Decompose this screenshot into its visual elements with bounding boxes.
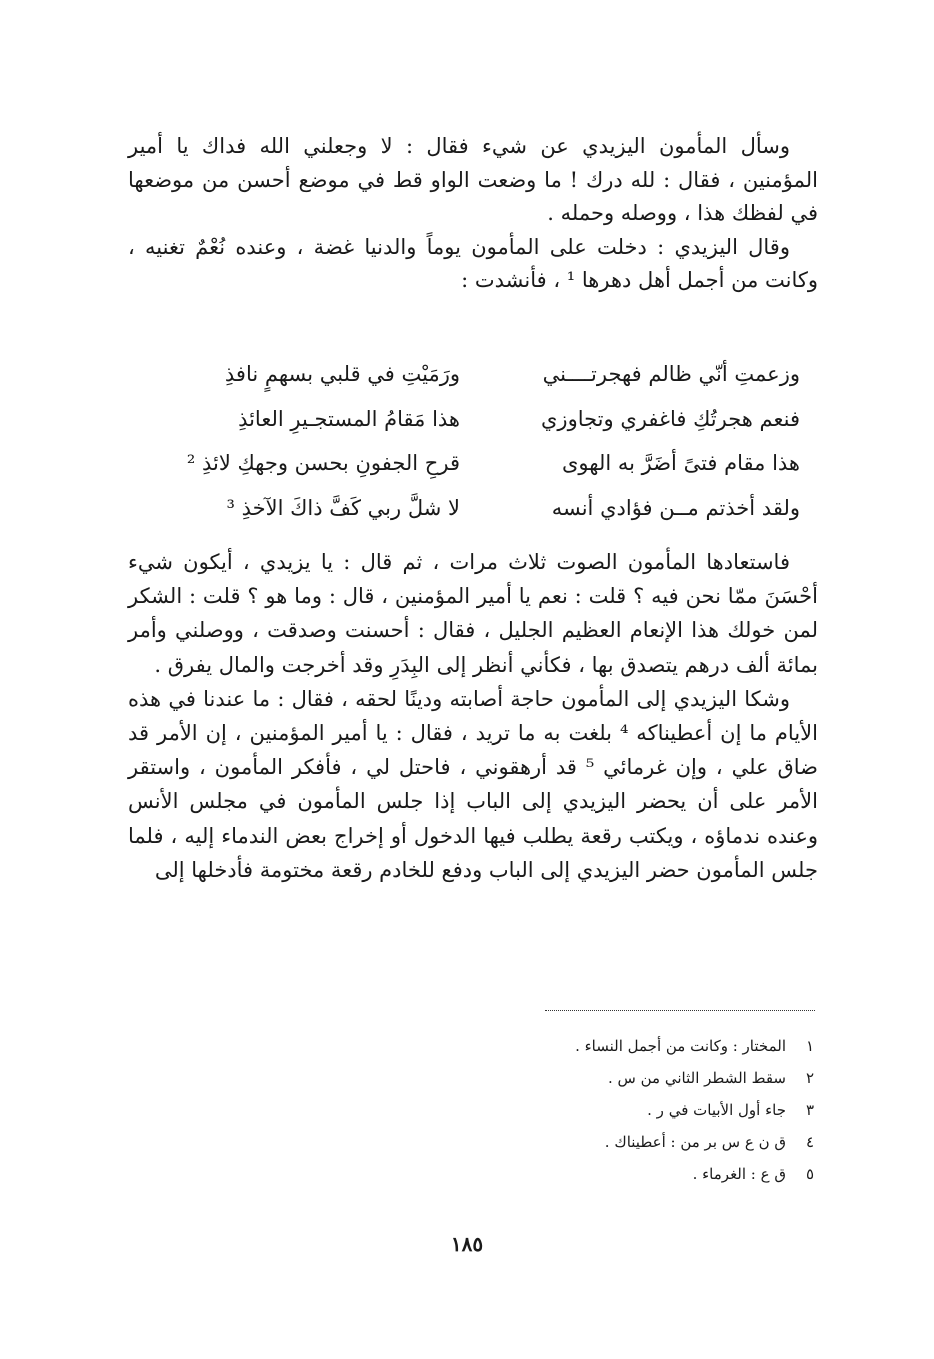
footnote-text: ق ع : الغرماء . bbox=[692, 1165, 786, 1183]
footnote-number: ٤ bbox=[805, 1133, 814, 1151]
poem-line bbox=[140, 352, 800, 397]
poem-first-hemistich: هذا مقام فتىً أضَرَّ به الهوى bbox=[561, 451, 800, 476]
paragraph-2: وقال اليزيدي : دخلت على المأمون يوماً والدنيا غضة ، وعنده نُعْمٌ تغنيه ، وكانت من أجمل أهل دهرها ¹ ، فأنشدت : bbox=[128, 234, 818, 293]
footnote-text: سقط الشطر الثاني من س . bbox=[608, 1069, 786, 1087]
poem-second-hemistich: قرحِ الجفونِ بحسن وجهكِ لائذِ ² bbox=[186, 451, 460, 476]
footnote-number: ٣ bbox=[805, 1101, 814, 1119]
footnote-number: ٢ bbox=[805, 1069, 814, 1087]
bottom-text-block bbox=[128, 545, 818, 887]
poem-first-hemistich: فنعم هجرتُكِ فاغفري وتجاوزي bbox=[541, 406, 800, 431]
footnote-item bbox=[314, 1094, 814, 1126]
footnote-item bbox=[314, 1158, 814, 1190]
footnotes bbox=[314, 1030, 814, 1190]
footnote-divider bbox=[545, 1010, 815, 1011]
poem-line bbox=[140, 486, 800, 531]
poem-first-hemistich: وزعمتِ أنّي ظالم فهجرتــــني bbox=[542, 362, 800, 387]
poem-second-hemistich: ورَمَيْتِ في قلبي بسهمٍ نافذِ bbox=[224, 362, 460, 387]
footnote-text: المختار : وكانت من أجمل النساء . bbox=[575, 1037, 786, 1055]
page-number: ١٨٥ bbox=[450, 1232, 484, 1256]
footnote-number: ١ bbox=[805, 1037, 814, 1055]
poem-line bbox=[140, 441, 800, 486]
footnote-number: ٥ bbox=[805, 1165, 814, 1183]
footnote-item bbox=[314, 1062, 814, 1094]
top-text-block bbox=[128, 130, 818, 298]
poem-second-hemistich: هذا مَقامُ المستجـيرِ العائذِ bbox=[238, 406, 460, 431]
poem bbox=[140, 352, 800, 530]
footnote-text: جاء أول الأبيات في ر . bbox=[647, 1101, 786, 1119]
paragraph-1: وسأل المأمون اليزيدي عن شيء فقال : لا وجعلني الله فداك يا أمير المؤمنين ، فقال : لله درك ! ما وضعت الواو قط في موضع أحسن من موضعها في لفظك هذا ، ووصله وحمله . bbox=[128, 134, 818, 226]
poem-second-hemistich: لا شلَّ ربي كَفَّ ذاكَ الآخذِ ³ bbox=[226, 495, 460, 520]
footnote-item bbox=[314, 1030, 814, 1062]
paragraph-3: فاستعادها المأمون الصوت ثلاث مرات ، ثم قال : يا يزيدي ، أيكون شيء أحْسَنَ ممّا نحن فيه ؟ قلت : نعم يا أمير المؤمنين ، قال : وما هو ؟ قلت : الشكر لمن خولك هذا الإنعام العظيم الجليل ، فقال : أحسنت وصدقت ، ووصلني وأمر بمائة ألف درهم يتصدق بها ، فكأني أنظر إلى البِدَرِ وقد أخرجت والمال يفرق . bbox=[128, 550, 818, 677]
footnote-text: ق ن ع س بر من : أعطيناك . bbox=[604, 1133, 786, 1151]
poem-line bbox=[140, 397, 800, 442]
paragraph-4: وشكا اليزيدي إلى المأمون حاجة أصابته ودينًا لحقه ، فقال : ما عندنا في هذه الأيام ما إن أعطيناكه ⁴ بلغت به ما تريد ، فقال : يا أمير المؤمنين ، إن الأمر قد ضاق علي ، وإن غرمائي ⁵ قد أرهقوني ، فاحتل لي ، فأفكر المأمون ، واستقر الأمر على أن يحضر اليزيدي إلى الباب إذا جلس المأمون في مجلس الأنس وعنده ندماؤه ، ويكتب رقعة يطلب فيها الدخول أو إخراج بعض الندماء إليه ، فلما جلس المأمون حضر اليزيدي إلى الباب ودفع للخادم رقعة مختومة فأدخلها إلى bbox=[128, 686, 819, 882]
footnote-item bbox=[314, 1126, 814, 1158]
poem-first-hemistich: ولقد أخذتم مــن فؤادي أنسه bbox=[551, 495, 800, 520]
